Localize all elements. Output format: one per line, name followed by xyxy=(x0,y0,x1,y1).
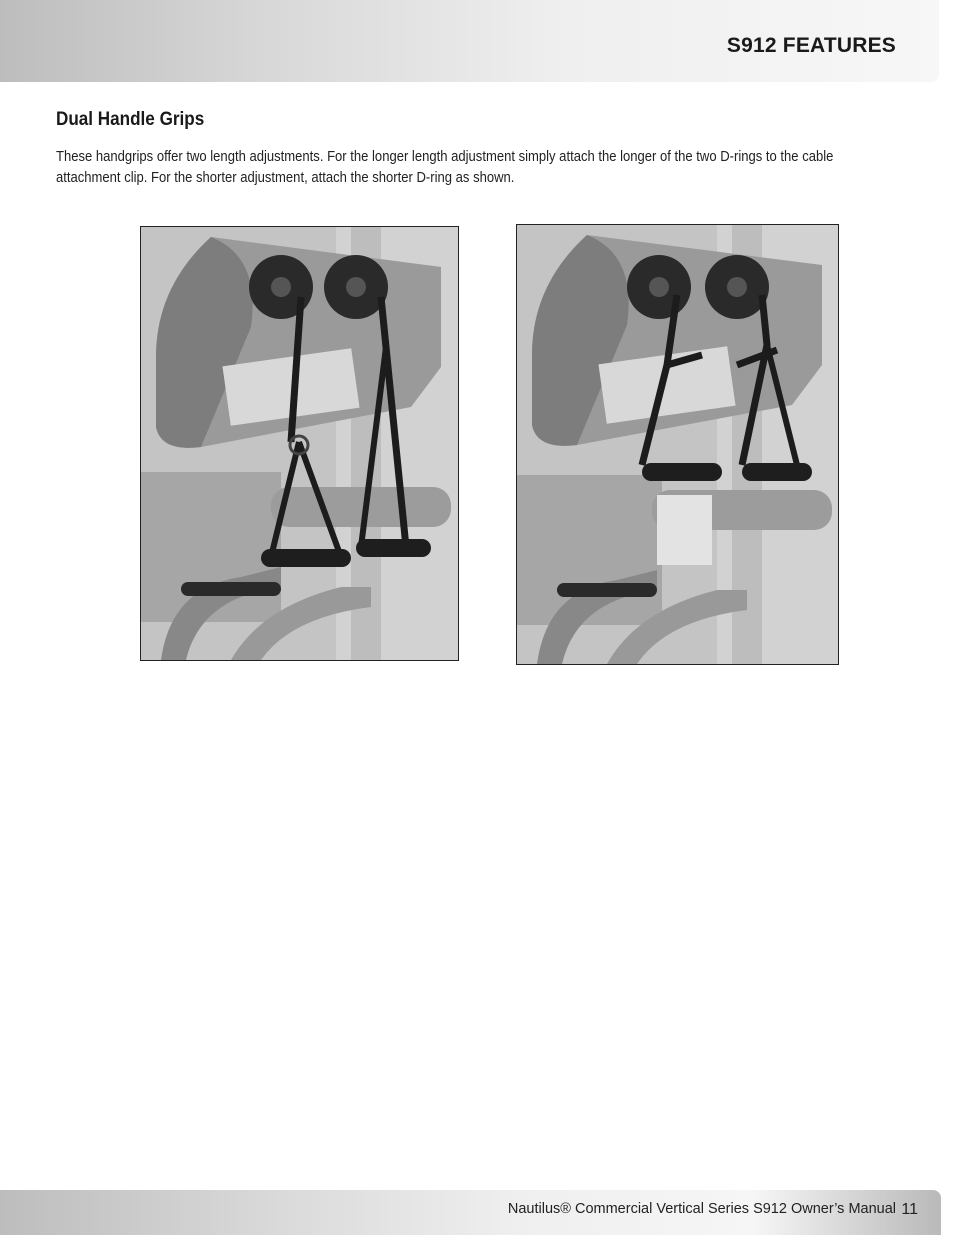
section-body-text: These handgrips offer two length adjustments. For the longer length adjustment simply attach the longer of the two D-rings to the cable attachment clip. For the shorter adjustment, attach the shorter D-ring as shown. xyxy=(56,149,834,186)
section-heading: Dual Handle Grips xyxy=(56,109,205,130)
footer-manual-title: Nautilus® Commercial Vertical Series S912 Owner’s Manual xyxy=(507,1201,896,1217)
page-number: 11 xyxy=(901,1201,918,1218)
page-title: S912 FEATURES xyxy=(726,34,896,57)
longer-adjustment-photo xyxy=(140,226,459,661)
machine-illustration xyxy=(141,227,458,660)
machine-illustration xyxy=(517,225,838,664)
shorter-adjustment-photo xyxy=(516,224,839,665)
